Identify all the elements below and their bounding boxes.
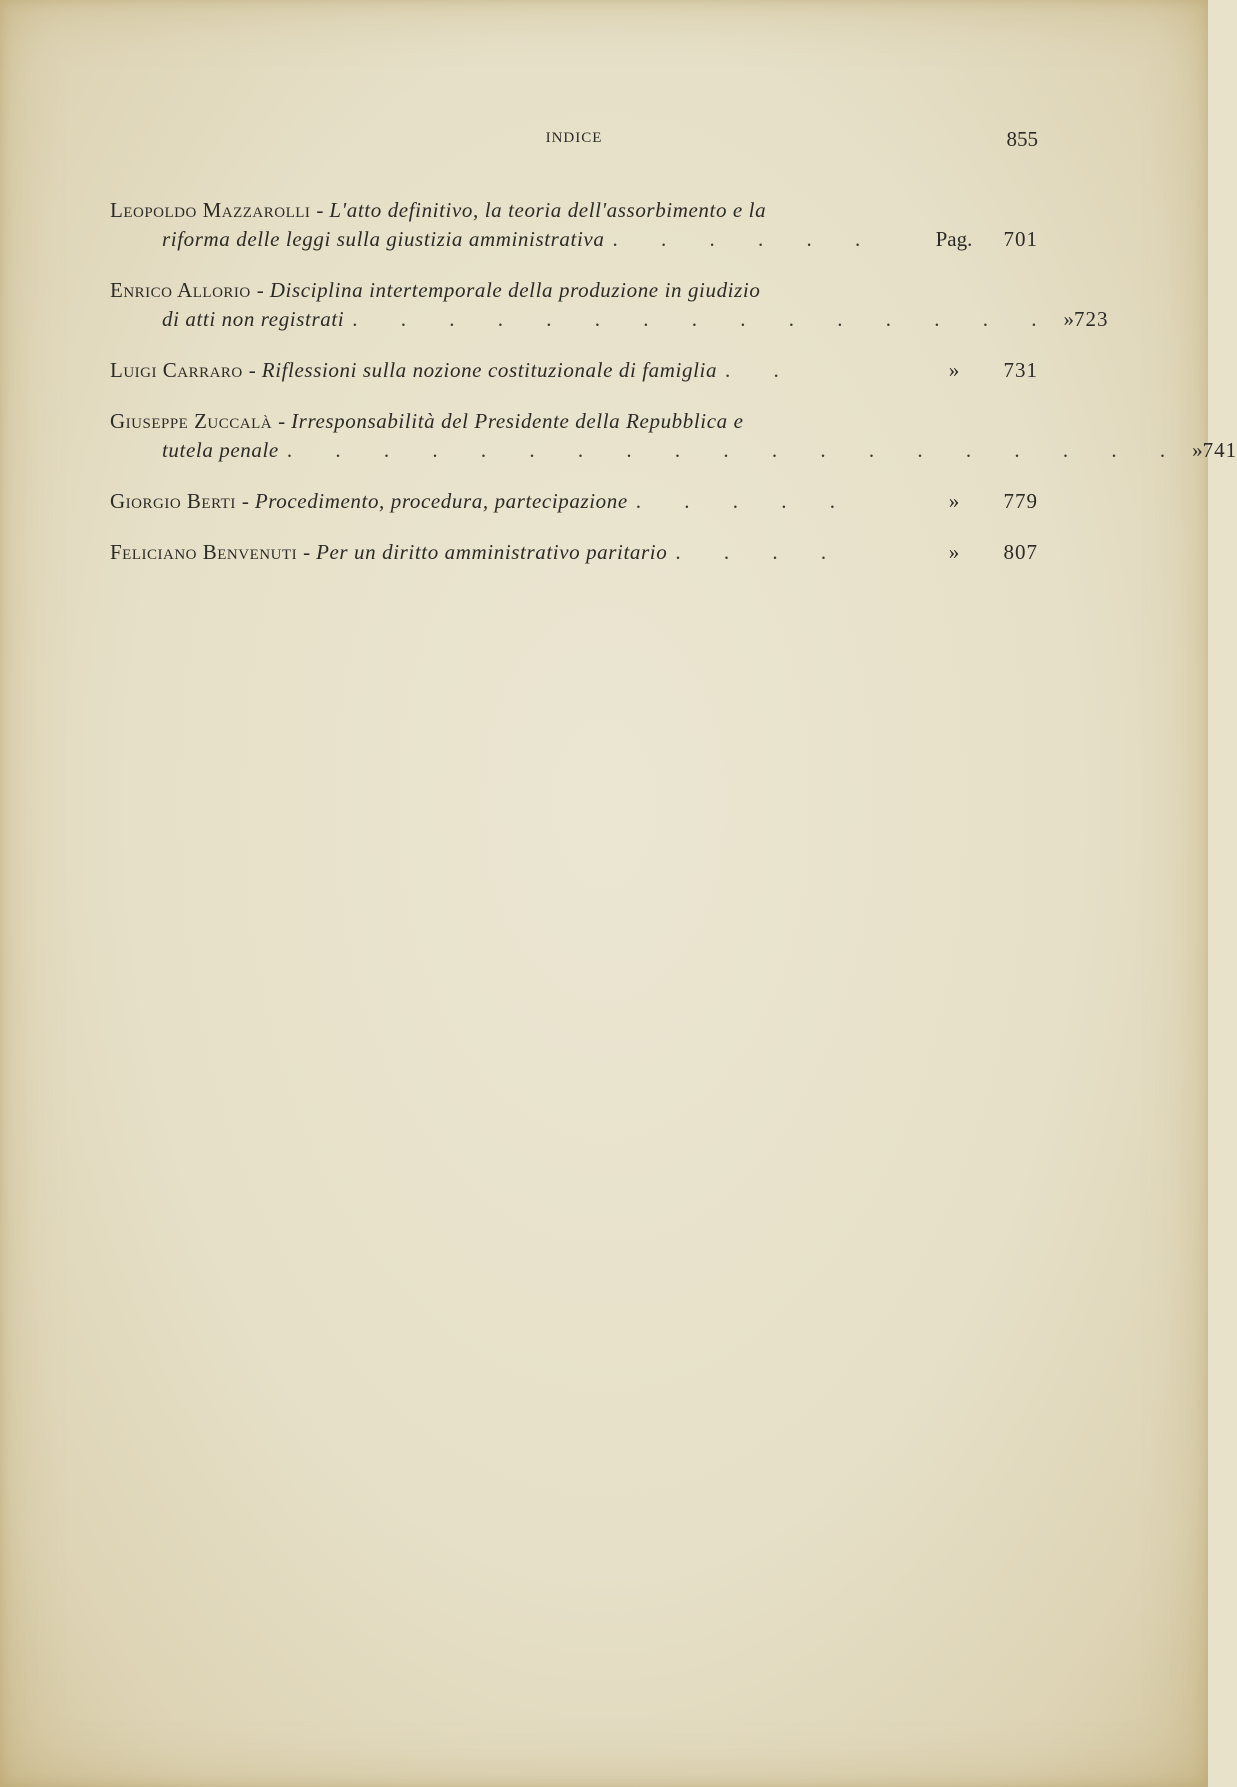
header-page-number: 855 bbox=[1006, 127, 1038, 151]
toc-entry bbox=[110, 196, 1038, 254]
entry-separator: - bbox=[278, 409, 286, 433]
entry-title: Per un diritto amministrativo paritario bbox=[316, 540, 668, 564]
page-label: » bbox=[948, 489, 960, 513]
entry-author: Feliciano Benvenuti bbox=[110, 540, 298, 564]
entry-page-number: 741 bbox=[1202, 438, 1237, 462]
entry-separator: - bbox=[241, 489, 249, 513]
entry-separator: - bbox=[303, 540, 311, 564]
entry-title: Procedimento, procedura, partecipazione bbox=[254, 489, 628, 513]
header-title: INDICE bbox=[545, 130, 603, 146]
entry-author: Leopoldo Mazzarolli bbox=[110, 198, 311, 222]
entry-page-number: 731 bbox=[1003, 358, 1038, 382]
entry-page-number: 779 bbox=[1003, 489, 1038, 513]
entry-author: Enrico Allorio bbox=[110, 278, 251, 302]
dot-leaders: . . . . . . bbox=[612, 227, 880, 251]
entry-author: Giorgio Berti bbox=[110, 489, 236, 513]
entry-author: Luigi Carraro bbox=[110, 358, 243, 382]
entry-separator: - bbox=[256, 278, 264, 302]
entry-separator: - bbox=[248, 358, 256, 382]
entry-title: Disciplina intertemporale della produzione in giudizio bbox=[269, 278, 761, 302]
page-label: » bbox=[1063, 307, 1074, 331]
page-label: » bbox=[1192, 438, 1203, 462]
page-label: Pag. bbox=[935, 227, 973, 251]
toc-entry bbox=[110, 356, 1038, 385]
toc-entry bbox=[110, 487, 1038, 516]
entry-title: Riflessioni sulla nozione costituzionale di famiglia bbox=[261, 358, 718, 382]
entry-page-number: 807 bbox=[1003, 540, 1038, 564]
entry-author: Giuseppe Zuccalà bbox=[110, 409, 273, 433]
entry-title-continued: di atti non registrati bbox=[162, 307, 345, 331]
toc-entry bbox=[110, 538, 1038, 567]
page-label: » bbox=[948, 358, 960, 382]
entry-title-continued: riforma delle leggi sulla giustizia amministrativa bbox=[162, 227, 605, 251]
entry-title: L'atto definitivo, la teoria dell'assorbimento e la bbox=[329, 198, 767, 222]
running-header bbox=[110, 127, 1038, 160]
table-of-contents bbox=[110, 196, 1237, 589]
dot-leaders: . . . . . . . . . . . . . . . bbox=[352, 307, 1056, 331]
dot-leaders: . . . . . bbox=[635, 489, 855, 513]
entry-title: Irresponsabilità del Presidente della Repubblica e bbox=[291, 409, 744, 433]
entry-page-number: 723 bbox=[1073, 307, 1109, 331]
entry-separator: - bbox=[316, 198, 324, 222]
page-label: » bbox=[948, 540, 960, 564]
entry-title-continued: tutela penale bbox=[162, 438, 279, 462]
entry-page-number: 701 bbox=[1003, 227, 1038, 251]
toc-entry bbox=[110, 407, 1237, 465]
dot-leaders: . . . . bbox=[675, 540, 846, 564]
toc-entry bbox=[110, 276, 1109, 334]
dot-leaders: . . bbox=[725, 358, 798, 382]
dot-leaders: . . . . . . . . . . . . . . . . . . . bbox=[286, 438, 1185, 462]
